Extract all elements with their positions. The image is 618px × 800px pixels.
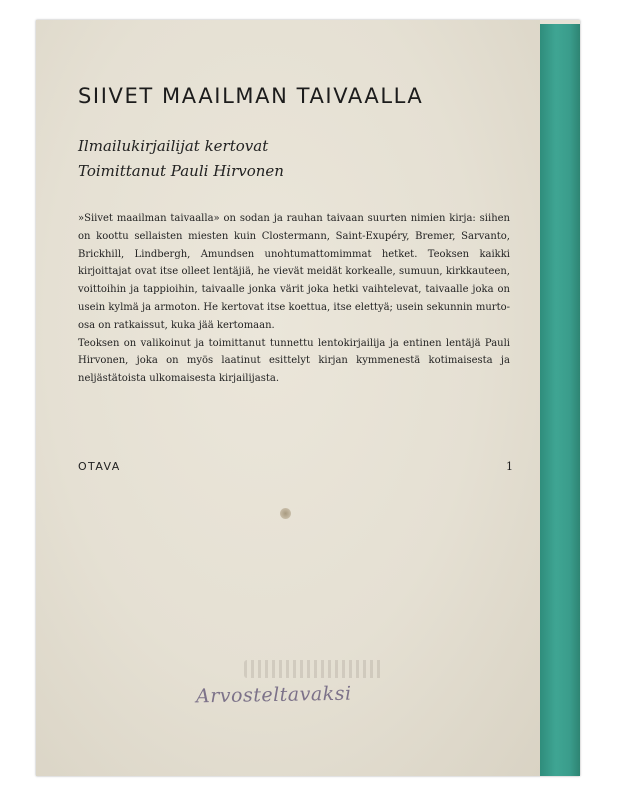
publisher-name: OTAVA bbox=[78, 460, 121, 473]
review-stamp: Arvosteltavaksi bbox=[195, 682, 352, 708]
page-number: 1 bbox=[506, 460, 513, 473]
subtitle-line: Toimittanut Pauli Hirvonen bbox=[78, 162, 284, 180]
book-cover bbox=[36, 20, 580, 776]
cover-paper bbox=[36, 20, 540, 776]
faded-stamp-mark bbox=[244, 660, 384, 678]
book-spine bbox=[540, 24, 580, 776]
paper-stain bbox=[280, 508, 291, 519]
blurb-paragraph: »Siivet maailman taivaalla» on sodan ja rauhan taivaan suurten nimien kirja: siihen on koottu sellaisten miesten kuin Clostermann, Saint-Exupéry, Bremer, Sarvanto, Brickhill, Lindbergh, Amundsen unohtumattomimmat hetket. Teoksen kaikki kirjoittajat ovat itse olleet lentäjiä, he vievät meidät korkealle, sumuun, kirkkauteen, voittoihin ja tappioihin, taivaalle jonka värit joka hetki vaihtelevat, taivaalle joka on usein kylmä ja armoton. He kertovat itse koettua, itse elettyä; usein sekunnin murto-osa on ratkaissut, kuka jää kertomaan. bbox=[78, 213, 510, 331]
blurb-text bbox=[78, 210, 510, 388]
subtitle-line: Ilmailukirjailijat kertovat bbox=[78, 137, 269, 155]
book-subtitle bbox=[78, 134, 284, 184]
book-title: SIIVET MAAILMAN TAIVAALLA bbox=[78, 84, 424, 108]
blurb-paragraph: Teoksen on valikoinut ja toimittanut tunnettu lentokirjailija ja entinen lentäjä Pauli Hirvonen, joka on myös laatinut esittelyt kirjan kymmenestä kotimaisesta ja neljästätoista ulkomaisesta kirjailijasta. bbox=[78, 337, 510, 385]
